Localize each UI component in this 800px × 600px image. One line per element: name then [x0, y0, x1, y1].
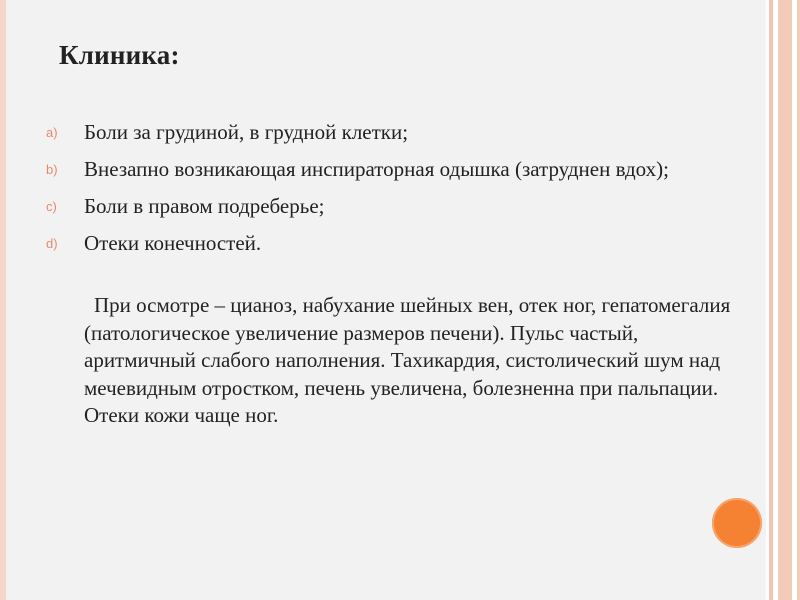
list-marker: a)	[46, 125, 58, 140]
list-marker: c)	[46, 199, 57, 214]
list-item	[46, 155, 746, 183]
list-item-text: Отеки конечностей.	[84, 231, 262, 255]
examination-paragraph: При осмотре – цианоз, набухание шейных вен, отек ног, гепатомегалия (патологическое увеличение размеров печени). Пульс частый, аритмичный слабого наполнения. Тахикардия, систолический шум над мечевидным отростком, печень увеличена, болезненна при пальпации. Отеки кожи чаще ног.	[84, 293, 731, 427]
list-item	[46, 192, 746, 220]
symptom-list	[46, 118, 746, 266]
list-marker: d)	[46, 236, 58, 251]
list-item-text: Боли за грудиной, в грудной клетки;	[84, 120, 409, 144]
right-stripe-outer	[778, 0, 792, 600]
list-marker: b)	[46, 162, 58, 177]
list-item	[46, 229, 746, 257]
list-item-text: Боли в правом подреберье;	[84, 194, 325, 218]
slide-title: Клиника:	[59, 40, 180, 70]
right-stripe-inner	[769, 0, 773, 600]
list-item-text: Внезапно возникающая инспираторная одышка (затруднен вдох);	[84, 157, 669, 181]
orange-circle-icon	[712, 498, 762, 548]
list-item	[46, 118, 746, 146]
